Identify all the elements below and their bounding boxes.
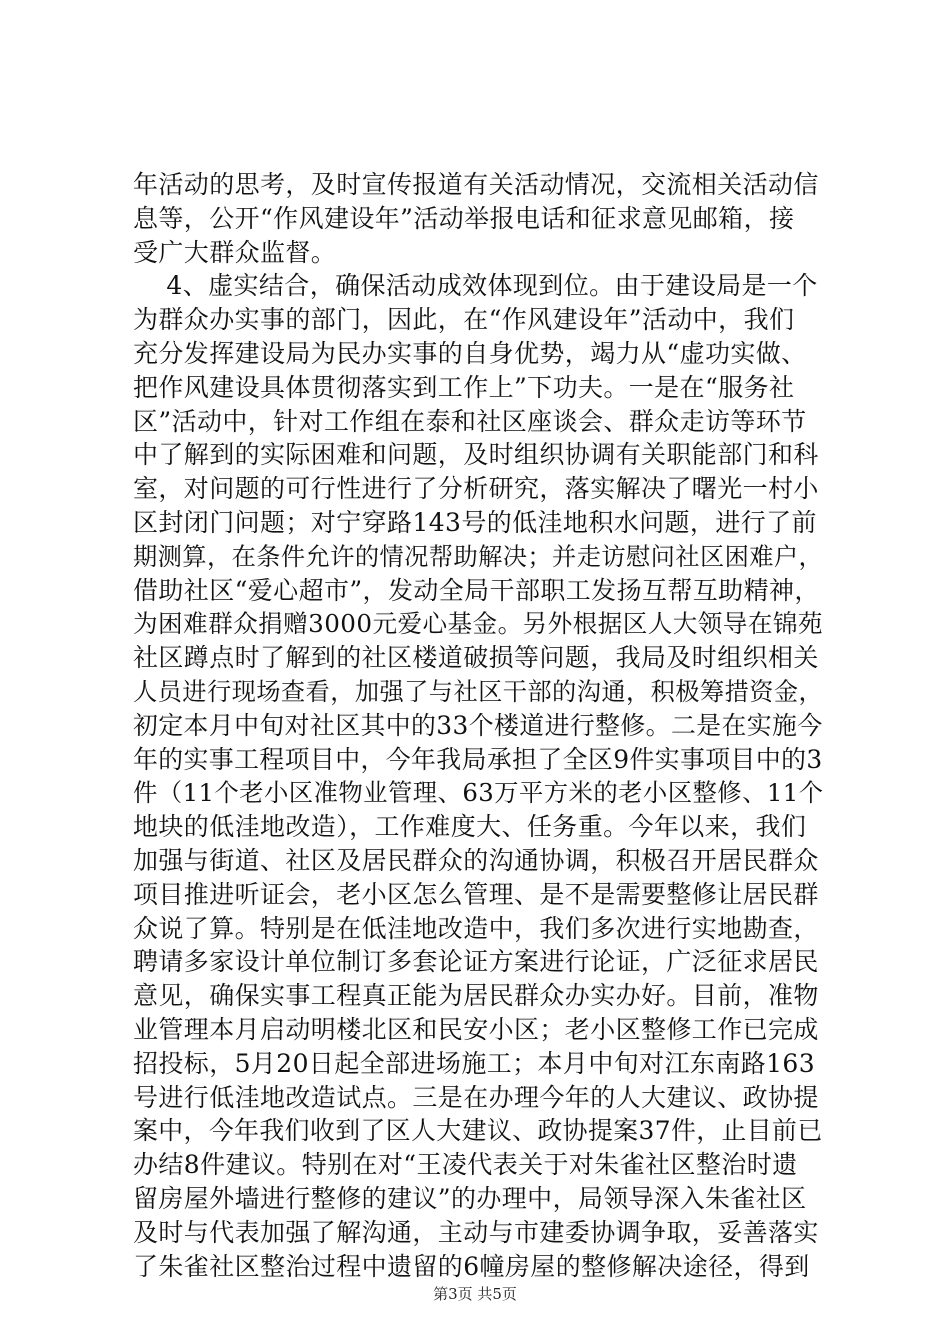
text-line: 办结8件建议。特别在对“王凌代表关于对朱雀社区整治时遗 xyxy=(133,1150,798,1180)
text-line: 及时与代表加强了解沟通，主动与市建委协调争取，妥善落实 xyxy=(133,1217,819,1247)
text-line: 受广大群众监督。 xyxy=(133,237,337,267)
text-line: 众说了算。特别是在低洼地改造中，我们多次进行实地勘查， xyxy=(133,913,819,943)
text-line: 区封闭门问题；对宁穿路143号的低洼地积水问题，进行了前 xyxy=(133,507,817,537)
page-footer: 第3页 共5页 xyxy=(433,1285,517,1303)
text-line: 人员进行现场查看，加强了与社区干部的沟通，积极筹措资金， xyxy=(133,676,824,706)
text-line: 加强与街道、社区及居民群众的沟通协调，积极召开居民群众 xyxy=(133,845,819,875)
text-line: 年活动的思考，及时宣传报道有关活动情况，交流相关活动信 xyxy=(133,170,819,199)
text-line: 聘请多家设计单位制订多套论证方案进行论证，广泛征求居民 xyxy=(133,947,819,977)
text-line: 充分发挥建设局为民办实事的自身优势，竭力从“虚功实做、 xyxy=(133,338,807,368)
text-line: 件（11个老小区准物业管理、63万平方米的老小区整修、11个 xyxy=(133,778,824,808)
text-line: 区”活动中，针对工作组在泰和社区座谈会、群众走访等环节 xyxy=(133,406,807,436)
text-line: 借助社区“爱心超市”，发动全局干部职工发扬互帮互助精神， xyxy=(133,575,820,605)
text-line: 年的实事工程项目中，今年我局承担了全区9件实事项目中的3 xyxy=(133,744,823,774)
text-line: 业管理本月启动明楼北区和民安小区；老小区整修工作已完成 xyxy=(133,1014,819,1044)
text-line: 地块的低洼地改造），工作难度大、任务重。今年以来，我们 xyxy=(133,812,807,842)
text-line: 初定本月中旬对社区其中的33个楼道进行整修。二是在实施今 xyxy=(133,710,823,740)
text-line: 期测算，在条件允许的情况帮助解决；并走访慰问社区困难户， xyxy=(133,541,824,571)
text-line: 息等，公开“作风建设年”活动举报电话和征求意见邮箱，接 xyxy=(133,203,795,233)
text-line: 为群众办实事的部门，因此，在“作风建设年”活动中，我们 xyxy=(133,305,795,335)
text-line: 项目推进听证会，老小区怎么管理、是不是需要整修让居民群 xyxy=(133,879,819,909)
text-line: 社区蹲点时了解到的社区楼道破损等问题，我局及时组织相关 xyxy=(133,643,819,673)
text-line: 号进行低洼地改造试点。三是在办理今年的人大建议、政协提 xyxy=(133,1082,819,1112)
text-line: 中了解到的实际困难和问题，及时组织协调有关职能部门和科 xyxy=(133,440,819,470)
text-line: 留房屋外墙进行整修的建议”的办理中，局领导深入朱雀社区 xyxy=(133,1183,807,1213)
body-text xyxy=(133,168,823,1283)
text-line: 室，对问题的可行性进行了分析研究，落实解决了曙光一村小 xyxy=(133,474,819,504)
text-line: 意见，确保实事工程真正能为居民群众办实办好。目前，准物 xyxy=(133,981,819,1011)
text-line: 把作风建设具体贯彻落实到工作上”下功夫。一是在“服务社 xyxy=(133,372,795,402)
text-line: 案中，今年我们收到了区人大建议、政协提案37件，止目前已 xyxy=(133,1116,823,1146)
text-line: 了朱雀社区整治过程中遗留的6幢房屋的整修解决途径，得到 xyxy=(133,1251,810,1281)
text-line: 4、虚实结合，确保活动成效体现到位。由于建设局是一个 xyxy=(133,271,818,301)
text-line: 为困难群众捐赠3000元爱心基金。另外根据区人大领导在锦苑 xyxy=(133,609,823,639)
text-line: 招投标，5月20日起全部进场施工；本月中旬对江东南路163 xyxy=(133,1048,816,1078)
